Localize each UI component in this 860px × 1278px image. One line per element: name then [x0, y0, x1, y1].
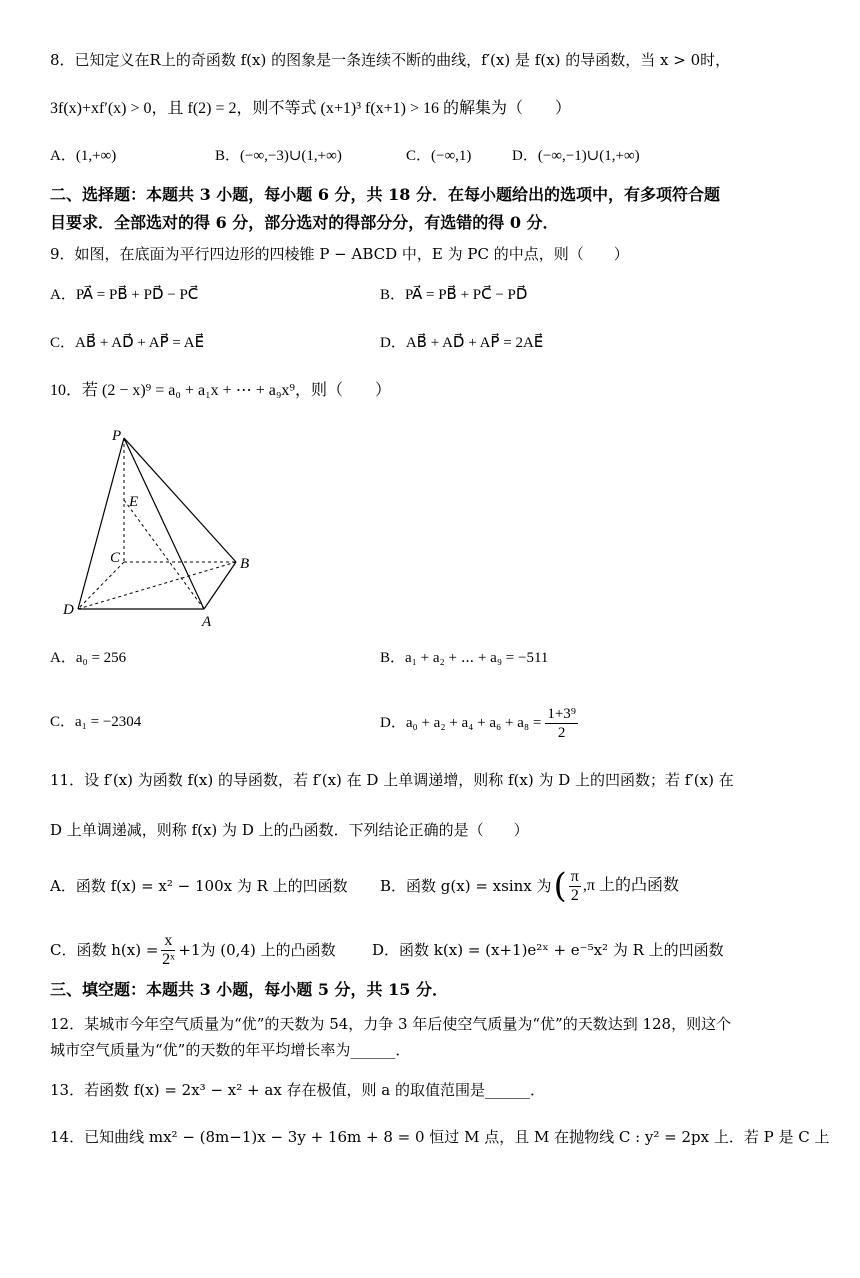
q11-option-b-numerator: π	[570, 867, 579, 885]
q11-line2: D 上单调递减，则称 f(x) 为 D 上的凸函数．下列结论正确的是（ ）	[50, 821, 529, 839]
q11-option-b-left-paren: (	[553, 866, 567, 906]
q11-option-b	[380, 862, 679, 910]
q12-line2: 城市空气质量为“优”的天数的年平均增长率为______．	[50, 1041, 411, 1059]
q11-option-c-denominator: 2ˣ	[162, 950, 175, 968]
q10-option-d-left: D．a₀ + a₂ + a₄ + a₆ + a₈ =	[380, 715, 542, 731]
edge-db-hidden	[78, 562, 236, 609]
q10-option-a: A．a₀ = 256	[50, 650, 127, 666]
q13-text: 13．若函数 f(x) = 2x³ − x² + ax 存在极值，则 a 的取值范围是______．	[50, 1081, 546, 1099]
q8-line2: 3f(x)+xf′(x) > 0，且 f(2) = 2，则不等式 (x+1)³ f(x+1) > 16 的解集为（ ）	[50, 100, 572, 117]
edge-pa	[124, 438, 204, 609]
q10-stem: 10．若 (2 − x)⁹ = a₀ + a₁x + ⋯ + a₉x⁹，则（ ）	[50, 382, 391, 399]
q9-option-b: B．PA⃗ = PB⃗ + PC⃗ − PD⃗	[380, 287, 528, 303]
q9-option-d: D．AB⃗ + AD⃗ + AP⃗ = 2AE⃗	[380, 335, 544, 351]
q11-option-c	[50, 926, 336, 974]
edge-ea-hidden	[124, 500, 204, 609]
pyramid-figure	[58, 424, 268, 634]
q10-option-d-numerator: 1+3⁹	[547, 705, 577, 722]
edge-ab	[204, 562, 236, 609]
q12-line1: 12．某城市今年空气质量为“优”的天数为 54，力争 3 年后使空气质量为“优”的天数达到 128，则这个	[50, 1015, 732, 1033]
q10-option-c: C．a₁ = −2304	[50, 714, 142, 730]
label-d: D	[63, 602, 74, 618]
section2-heading-line2: 目要求．全部选对的得 6 分，部分选对的得部分分，有选错的得 0 分．	[50, 213, 559, 232]
section2-heading-line1: 二、选择题：本题共 3 小题，每小题 6 分，共 18 分．在每小题给出的选项中，有多项符合题	[50, 185, 720, 204]
q9-option-a: A．PA⃗ = PB⃗ + PD⃗ − PC⃗	[50, 287, 199, 303]
q14-text: 14．已知曲线 mx² − (8m−1)x − 3y + 16m + 8 = 0 恒过 M 点，且 M 在抛物线 C : y² = 2px 上．若 P 是 C 上	[50, 1128, 830, 1146]
q9-option-c: C．AB⃗ + AD⃗ + AP⃗ = AE⃗	[50, 335, 205, 351]
q11-option-a: A．函数 f(x) = x² − 100x 为 R 上的凹函数	[50, 877, 348, 895]
label-e: E	[129, 494, 139, 510]
q11-option-c-numerator: x	[161, 932, 175, 951]
q11-option-b-left: B．函数 g(x) = xsinx 为	[380, 877, 552, 895]
q11-option-c-right: +1为 (0,4) 上的凸函数	[178, 941, 336, 959]
q11-line1: 11．设 f′(x) 为函数 f(x) 的导函数，若 f′(x) 在 D 上单调递增，则称 f(x) 为 D 上的凹函数；若 f′(x) 在	[50, 771, 734, 789]
section3-heading: 三、填空题：本题共 3 小题，每小题 5 分，共 15 分．	[50, 980, 448, 999]
q10-option-d-fraction	[545, 705, 578, 742]
label-p: P	[112, 428, 122, 444]
label-b: B	[240, 556, 250, 572]
q10-option-b: B．a₁ + a₂ + ⋯ + a₉ = −511	[380, 650, 549, 666]
label-a: A	[202, 614, 212, 630]
q8-option-b: B．(−∞,−3)∪(1,+∞)	[215, 148, 342, 164]
label-c: C	[110, 550, 121, 566]
q8-line1: 8．已知定义在R上的奇函数 f(x) 的图象是一条连续不断的曲线，f′(x) 是 f(x) 的导函数，当 x > 0时，	[50, 51, 731, 69]
q10-option-d-denominator: 2	[557, 724, 566, 741]
q11-option-c-left: C．函数 h(x) =	[50, 941, 159, 959]
q11-option-c-fraction	[161, 932, 175, 969]
q11-option-b-right: ,π 上的凸函数	[582, 877, 679, 894]
q9-stem: 9．如图，在底面为平行四边形的四棱锥 P − ABCD 中，E 为 PC 的中点，则（ ）	[50, 245, 629, 263]
q8-option-d: D．(−∞,−1)∪(1,+∞)	[512, 148, 640, 164]
q11-option-b-fraction	[569, 868, 581, 905]
edge-pd	[78, 438, 124, 609]
q11-option-d: D．函数 k(x) = (x+1)e²ˣ + e⁻⁵x² 为 R 上的凹函数	[372, 941, 724, 959]
q8-option-a: A．(1,+∞)	[50, 148, 117, 164]
q10-option-d	[380, 700, 578, 746]
edge-pb	[124, 438, 236, 562]
q11-option-b-denominator: 2	[570, 886, 579, 904]
q8-option-c: C．(−∞,1)	[406, 148, 472, 164]
